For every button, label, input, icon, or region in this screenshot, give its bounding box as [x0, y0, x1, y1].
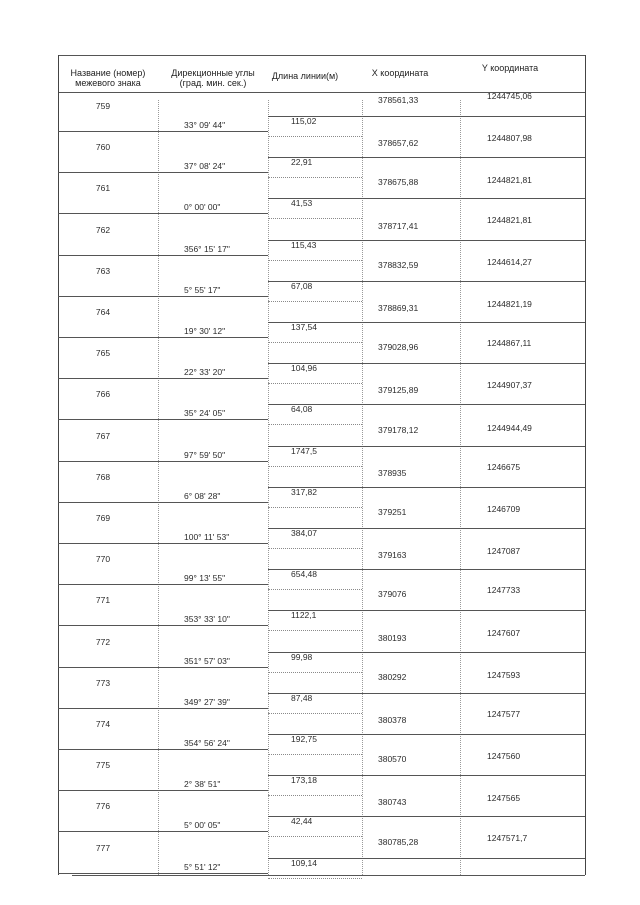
- x-coordinate: 380785,28: [378, 836, 419, 847]
- row-rule: [58, 625, 268, 626]
- row-guide: [268, 836, 362, 837]
- row-rule: [58, 419, 268, 420]
- point-label: 770: [95, 554, 111, 565]
- row-guide: [268, 630, 362, 631]
- column-divider: [158, 100, 159, 875]
- y-coordinate: 1244867,11: [487, 338, 532, 349]
- y-coordinate: 1247607: [487, 627, 521, 638]
- line-length: 1122,1: [291, 610, 317, 621]
- row-rule: [58, 255, 268, 256]
- y-coordinate: 1246675: [487, 461, 521, 472]
- direction-angle: 37° 08' 24": [184, 161, 226, 172]
- x-coordinate: 380193: [378, 632, 407, 643]
- y-coordinate: 1244821,81: [487, 214, 532, 225]
- header-name: Название (номер) межевого знака: [70, 68, 146, 88]
- y-coordinate: 1244614,27: [487, 256, 532, 267]
- row-guide: [268, 383, 362, 384]
- y-coordinate: 1247577: [487, 709, 521, 719]
- point-label: 761: [95, 183, 111, 194]
- row-rule: [58, 667, 268, 668]
- row-rule: [58, 461, 268, 462]
- line-length: 99,98: [291, 651, 313, 662]
- x-coordinate: 379178,12: [378, 424, 419, 435]
- direction-angle: 0° 00' 00": [184, 202, 221, 213]
- direction-angle: 351° 57' 03": [184, 655, 230, 666]
- line-length: 173,18: [291, 775, 317, 786]
- row-guide: [268, 589, 362, 590]
- row-guide: [268, 878, 362, 879]
- line-length: 384,07: [291, 528, 317, 538]
- row-guide: [268, 754, 362, 755]
- point-label: 763: [95, 265, 111, 276]
- line-length: 42,44: [291, 816, 313, 827]
- line-length: 317,82: [291, 486, 317, 497]
- top-border: [58, 55, 585, 56]
- x-coordinate: 379028,96: [378, 342, 419, 353]
- line-length: 654,48: [291, 569, 317, 580]
- point-label: 771: [95, 595, 111, 606]
- row-rule: [58, 873, 268, 874]
- row-rule: [58, 131, 268, 132]
- row-rule: [268, 157, 585, 158]
- point-label: 777: [95, 842, 111, 853]
- row-guide: [268, 795, 362, 796]
- y-coordinate: 1247733: [487, 585, 521, 596]
- x-coordinate: 380570: [378, 754, 407, 765]
- row-rule: [268, 693, 585, 694]
- direction-angle: 5° 00' 05": [184, 820, 221, 831]
- row-guide: [268, 713, 362, 714]
- line-length: 67,08: [291, 280, 313, 291]
- row-guide: [268, 672, 362, 673]
- row-guide: [268, 301, 362, 302]
- x-coordinate: 379251: [378, 507, 407, 517]
- header-angles: Дирекционные углы (град. мин. сек.): [171, 68, 255, 88]
- row-guide: [268, 342, 362, 343]
- line-length: 41,53: [291, 198, 313, 209]
- line-length: 1747,5: [291, 445, 317, 456]
- row-guide: [268, 136, 362, 137]
- row-rule: [58, 543, 268, 544]
- point-label: 767: [95, 430, 111, 441]
- row-rule: [268, 281, 585, 282]
- point-label: 769: [95, 513, 111, 523]
- line-length: 115,43: [291, 239, 317, 250]
- x-coordinate: 380378: [378, 715, 407, 725]
- row-guide: [268, 548, 362, 549]
- y-coordinate: 1247565: [487, 793, 521, 804]
- line-length: 192,75: [291, 734, 317, 744]
- row-guide: [268, 507, 362, 508]
- row-rule: [58, 378, 268, 379]
- y-coordinate: 1247571,7: [487, 832, 528, 843]
- x-coordinate: 378935: [378, 467, 407, 478]
- row-guide: [268, 260, 362, 261]
- row-rule: [268, 652, 585, 653]
- y-coordinate: 1247560: [487, 751, 521, 762]
- row-rule: [58, 584, 268, 585]
- direction-angle: 97° 59' 50": [184, 449, 226, 460]
- row-rule: [268, 404, 585, 405]
- header-y: Y координата: [481, 63, 539, 73]
- x-coordinate: 380292: [378, 671, 407, 682]
- row-rule: [268, 198, 585, 199]
- row-rule: [58, 708, 268, 709]
- x-coordinate: 378832,59: [378, 259, 419, 270]
- y-coordinate: 1247087: [487, 546, 521, 557]
- direction-angle: 100° 11' 53": [184, 532, 230, 542]
- point-label: 759: [95, 101, 111, 111]
- point-label: 772: [95, 636, 111, 647]
- x-coordinate: 378717,41: [378, 220, 419, 231]
- direction-angle: 5° 51' 12": [184, 861, 221, 872]
- row-guide: [268, 466, 362, 467]
- row-rule: [58, 749, 268, 750]
- line-length: 109,14: [291, 857, 317, 868]
- header-x: X координата: [371, 68, 429, 78]
- direction-angle: 353° 33' 10": [184, 614, 230, 625]
- header-length: Длина линии(м): [271, 71, 339, 81]
- row-rule: [58, 213, 268, 214]
- y-coordinate: 1244821,81: [487, 175, 532, 186]
- point-label: 768: [95, 471, 111, 482]
- direction-angle: 354° 56' 24": [184, 738, 230, 748]
- point-label: 764: [95, 307, 111, 317]
- x-coordinate: 378675,88: [378, 177, 419, 188]
- row-rule: [268, 816, 585, 817]
- x-coordinate: 380743: [378, 797, 407, 808]
- row-rule: [58, 790, 268, 791]
- y-coordinate: 1244944,49: [487, 422, 532, 433]
- point-label: 774: [95, 719, 111, 729]
- direction-angle: 99° 13' 55": [184, 573, 226, 584]
- y-coordinate: 1244907,37: [487, 380, 532, 391]
- row-rule: [58, 337, 268, 338]
- line-length: 115,02: [291, 116, 317, 126]
- row-rule: [58, 172, 268, 173]
- point-label: 773: [95, 677, 111, 688]
- direction-angle: 19° 30' 12": [184, 326, 226, 336]
- direction-angle: 2° 38' 51": [184, 779, 221, 790]
- point-label: 775: [95, 760, 111, 771]
- line-length: 64,08: [291, 404, 313, 415]
- y-coordinate: 1244807,98: [487, 133, 532, 144]
- line-length: 137,54: [291, 322, 317, 332]
- direction-angle: 5° 55' 17": [184, 284, 221, 295]
- point-label: 776: [95, 801, 111, 812]
- direction-angle: 349° 27' 39": [184, 696, 230, 707]
- point-label: 762: [95, 224, 111, 235]
- x-coordinate: 379076: [378, 589, 407, 600]
- y-coordinate: 1244745,06: [487, 91, 532, 101]
- point-label: 766: [95, 389, 111, 400]
- x-coordinate: 378657,62: [378, 138, 419, 149]
- direction-angle: 6° 08' 28": [184, 490, 221, 501]
- x-coordinate: 378869,31: [378, 303, 419, 313]
- direction-angle: 35° 24' 05": [184, 408, 226, 419]
- row-guide: [268, 424, 362, 425]
- row-rule: [58, 831, 268, 832]
- left-border: [58, 55, 59, 875]
- row-rule: [58, 502, 268, 503]
- x-coordinate: 379125,89: [378, 385, 419, 396]
- row-guide: [268, 177, 362, 178]
- bottom-border: [72, 875, 585, 876]
- right-border: [585, 55, 586, 875]
- direction-angle: 22° 33' 20": [184, 367, 226, 378]
- row-guide: [268, 218, 362, 219]
- direction-angle: 356° 15' 17": [184, 243, 230, 254]
- point-label: 760: [95, 142, 111, 153]
- line-length: 87,48: [291, 692, 313, 703]
- y-coordinate: 1247593: [487, 669, 521, 680]
- line-length: 22,91: [291, 157, 313, 168]
- x-coordinate: 378561,33: [378, 95, 419, 105]
- row-rule: [58, 296, 268, 297]
- point-label: 765: [95, 348, 111, 359]
- line-length: 104,96: [291, 363, 317, 374]
- y-coordinate: 1246709: [487, 504, 521, 514]
- y-coordinate: 1244821,19: [487, 299, 532, 309]
- x-coordinate: 379163: [378, 550, 407, 561]
- direction-angle: 33° 09' 44": [184, 120, 226, 130]
